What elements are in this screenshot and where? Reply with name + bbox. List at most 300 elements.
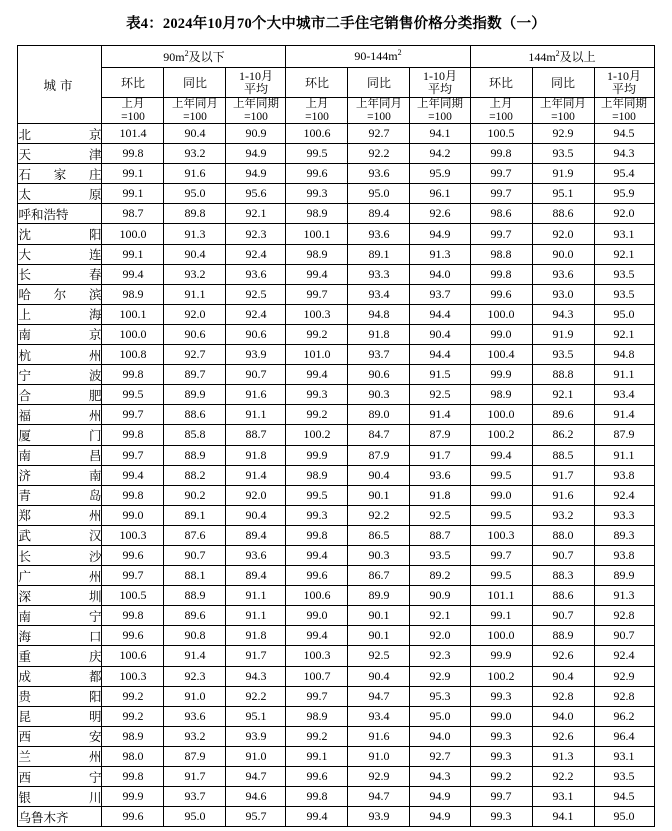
value-cell: 90.4 (410, 324, 470, 344)
baseheader-2-0: 上月 =100 (470, 98, 532, 124)
value-cell: 100.0 (470, 304, 532, 324)
city-name-cell (18, 184, 102, 204)
value-cell: 96.2 (594, 706, 654, 726)
value-cell: 92.5 (348, 646, 410, 666)
value-cell: 99.0 (286, 606, 348, 626)
baseheader-2-1: 上年同月 =100 (532, 98, 594, 124)
value-cell: 94.6 (226, 787, 286, 807)
value-cell: 90.0 (532, 244, 594, 264)
table-row (18, 204, 654, 224)
value-cell: 93.7 (410, 284, 470, 304)
city-name-cell (18, 164, 102, 184)
table-row (18, 666, 654, 686)
value-cell: 99.1 (286, 746, 348, 766)
value-cell: 91.8 (226, 626, 286, 646)
table-row (18, 345, 654, 365)
value-cell: 88.6 (532, 586, 594, 606)
value-cell: 92.9 (410, 666, 470, 686)
value-cell: 90.7 (594, 626, 654, 646)
value-cell: 92.1 (410, 606, 470, 626)
value-cell: 88.5 (532, 445, 594, 465)
value-cell: 100.2 (470, 666, 532, 686)
header-base-row (18, 98, 654, 124)
value-cell: 88.7 (410, 525, 470, 545)
value-cell: 93.7 (164, 787, 226, 807)
city-name-cell (18, 345, 102, 365)
value-cell: 90.7 (226, 365, 286, 385)
value-cell: 92.5 (410, 505, 470, 525)
value-cell: 99.0 (470, 324, 532, 344)
city-name-cell (18, 224, 102, 244)
value-cell: 93.8 (594, 545, 654, 565)
value-cell: 99.8 (102, 767, 164, 787)
city-label: 武 汉 (18, 529, 102, 544)
value-cell: 88.6 (532, 204, 594, 224)
city-name-cell (18, 746, 102, 766)
value-cell: 90.6 (226, 324, 286, 344)
value-cell: 89.4 (226, 566, 286, 586)
value-cell: 93.9 (226, 726, 286, 746)
value-cell: 100.3 (102, 666, 164, 686)
table-row (18, 224, 654, 244)
value-cell: 93.6 (410, 465, 470, 485)
baseheader-0-0: 上月 =100 (102, 98, 164, 124)
value-cell: 86.5 (348, 525, 410, 545)
value-cell: 99.8 (102, 144, 164, 164)
city-name-cell (18, 686, 102, 706)
value-cell: 93.6 (348, 224, 410, 244)
value-cell: 90.9 (410, 586, 470, 606)
value-cell: 99.4 (102, 264, 164, 284)
value-cell: 91.3 (532, 746, 594, 766)
value-cell: 85.8 (164, 425, 226, 445)
price-index-table (17, 45, 654, 827)
value-cell: 98.9 (286, 244, 348, 264)
city-label: 上 海 (18, 308, 102, 323)
city-name-cell (18, 626, 102, 646)
city-label: 沈 阳 (18, 228, 102, 243)
value-cell: 99.4 (286, 545, 348, 565)
table-row (18, 626, 654, 646)
value-cell: 92.9 (532, 124, 594, 144)
value-cell: 95.0 (348, 184, 410, 204)
value-cell: 87.6 (164, 525, 226, 545)
value-cell: 100.0 (102, 324, 164, 344)
value-cell: 89.9 (594, 566, 654, 586)
value-cell: 101.1 (470, 586, 532, 606)
city-name-cell (18, 666, 102, 686)
city-name-cell (18, 324, 102, 344)
city-label: 太 原 (18, 187, 102, 202)
value-cell: 92.9 (594, 666, 654, 686)
value-cell: 94.8 (594, 345, 654, 365)
value-cell: 99.0 (470, 485, 532, 505)
value-cell: 94.9 (410, 787, 470, 807)
value-cell: 92.1 (594, 244, 654, 264)
value-cell: 91.1 (226, 606, 286, 626)
value-cell: 100.1 (286, 224, 348, 244)
subheader-1-1: 同比 (348, 68, 410, 98)
value-cell: 99.3 (470, 686, 532, 706)
value-cell: 87.9 (348, 445, 410, 465)
value-cell: 94.4 (410, 345, 470, 365)
value-cell: 89.0 (348, 405, 410, 425)
value-cell: 90.4 (164, 244, 226, 264)
value-cell: 88.7 (226, 425, 286, 445)
value-cell: 99.7 (102, 566, 164, 586)
value-cell: 90.3 (348, 385, 410, 405)
value-cell: 99.8 (470, 264, 532, 284)
value-cell: 99.6 (470, 284, 532, 304)
city-label: 厦 门 (18, 428, 102, 443)
table-row (18, 405, 654, 425)
value-cell: 90.2 (164, 485, 226, 505)
table-row (18, 545, 654, 565)
table-row (18, 566, 654, 586)
group-header-1: $90-144m^2$ (286, 46, 470, 68)
value-cell: 96.4 (594, 726, 654, 746)
value-cell: 89.4 (348, 204, 410, 224)
value-cell: 92.2 (348, 144, 410, 164)
value-cell: 93.6 (226, 264, 286, 284)
value-cell: 94.9 (226, 144, 286, 164)
value-cell: 99.9 (286, 445, 348, 465)
table-row (18, 244, 654, 264)
city-name-cell (18, 284, 102, 304)
value-cell: 99.2 (102, 706, 164, 726)
value-cell: 90.1 (348, 485, 410, 505)
value-cell: 92.0 (164, 304, 226, 324)
value-cell: 89.8 (164, 204, 226, 224)
table-row (18, 124, 654, 144)
city-label: 石 家 庄 (18, 167, 102, 182)
value-cell: 94.9 (410, 224, 470, 244)
city-name-cell (18, 787, 102, 807)
value-cell: 93.5 (532, 144, 594, 164)
city-label: 合 肥 (18, 388, 102, 403)
value-cell: 100.2 (286, 425, 348, 445)
baseheader-1-1: 上年同月 =100 (348, 98, 410, 124)
value-cell: 93.9 (226, 345, 286, 365)
value-cell: 100.2 (470, 425, 532, 445)
city-label: 福 州 (18, 408, 102, 423)
city-label: 长 沙 (18, 549, 102, 564)
value-cell: 91.1 (226, 405, 286, 425)
table-row (18, 505, 654, 525)
city-label: 长 春 (18, 268, 102, 283)
city-label: 乌鲁木齐 (18, 810, 69, 825)
value-cell: 89.6 (164, 606, 226, 626)
value-cell: 92.4 (226, 244, 286, 264)
value-cell: 99.6 (102, 545, 164, 565)
value-cell: 92.8 (594, 686, 654, 706)
city-column-header: 城市 (18, 46, 102, 124)
value-cell: 98.9 (286, 706, 348, 726)
value-cell: 99.7 (470, 164, 532, 184)
value-cell: 98.9 (102, 726, 164, 746)
value-cell: 91.6 (348, 726, 410, 746)
table-row (18, 324, 654, 344)
value-cell: 91.4 (594, 405, 654, 425)
value-cell: 90.6 (164, 324, 226, 344)
table-row (18, 787, 654, 807)
value-cell: 99.3 (286, 505, 348, 525)
value-cell: 91.1 (164, 284, 226, 304)
value-cell: 92.5 (226, 284, 286, 304)
value-cell: 99.5 (102, 385, 164, 405)
value-cell: 99.2 (470, 767, 532, 787)
value-cell: 92.8 (594, 606, 654, 626)
value-cell: 90.4 (348, 666, 410, 686)
city-label: 天 津 (18, 147, 102, 162)
value-cell: 99.6 (102, 626, 164, 646)
value-cell: 92.0 (410, 626, 470, 646)
value-cell: 100.0 (470, 626, 532, 646)
value-cell: 90.4 (164, 124, 226, 144)
group-header-0: $90m^2$及以下 (102, 46, 286, 68)
value-cell: 91.6 (164, 164, 226, 184)
value-cell: 91.6 (226, 385, 286, 405)
value-cell: 100.1 (102, 304, 164, 324)
value-cell: 84.7 (348, 425, 410, 445)
value-cell: 92.2 (226, 686, 286, 706)
value-cell: 99.8 (102, 485, 164, 505)
table-row (18, 365, 654, 385)
city-name-cell (18, 566, 102, 586)
value-cell: 99.5 (470, 566, 532, 586)
value-cell: 99.6 (286, 566, 348, 586)
value-cell: 91.4 (410, 405, 470, 425)
city-name-cell (18, 807, 102, 827)
city-label: 宁 波 (18, 368, 102, 383)
value-cell: 94.4 (410, 304, 470, 324)
page-title: 表4：2024年10月70个大中城市二手住宅销售价格分类指数（一） (126, 16, 546, 32)
value-cell: 99.4 (286, 264, 348, 284)
value-cell: 93.1 (594, 224, 654, 244)
value-cell: 98.0 (102, 746, 164, 766)
value-cell: 91.7 (164, 767, 226, 787)
value-cell: 99.2 (286, 324, 348, 344)
value-cell: 91.1 (594, 445, 654, 465)
value-cell: 99.2 (102, 686, 164, 706)
value-cell: 91.1 (226, 586, 286, 606)
value-cell: 91.1 (594, 365, 654, 385)
value-cell: 99.3 (286, 385, 348, 405)
table-row (18, 525, 654, 545)
city-name-cell (18, 706, 102, 726)
value-cell: 100.3 (470, 525, 532, 545)
value-cell: 98.9 (470, 385, 532, 405)
value-cell: 91.7 (532, 465, 594, 485)
city-name-cell (18, 545, 102, 565)
value-cell: 100.8 (102, 345, 164, 365)
city-name-cell (18, 606, 102, 626)
value-cell: 99.9 (470, 646, 532, 666)
table-row (18, 184, 654, 204)
value-cell: 100.5 (102, 586, 164, 606)
value-cell: 99.4 (286, 807, 348, 827)
value-cell: 94.2 (410, 144, 470, 164)
value-cell: 93.6 (532, 264, 594, 284)
value-cell: 94.3 (410, 767, 470, 787)
value-cell: 93.9 (348, 807, 410, 827)
baseheader-0-2: 上年同期 =100 (226, 98, 286, 124)
value-cell: 99.9 (102, 787, 164, 807)
value-cell: 93.0 (532, 284, 594, 304)
city-name-cell (18, 465, 102, 485)
value-cell: 92.4 (226, 304, 286, 324)
value-cell: 95.4 (594, 164, 654, 184)
value-cell: 99.1 (102, 184, 164, 204)
value-cell: 99.0 (102, 505, 164, 525)
city-name-cell (18, 646, 102, 666)
value-cell: 93.3 (348, 264, 410, 284)
value-cell: 95.0 (410, 706, 470, 726)
value-cell: 99.3 (470, 726, 532, 746)
city-label: 南 宁 (18, 609, 102, 624)
value-cell: 88.3 (532, 566, 594, 586)
value-cell: 93.8 (594, 465, 654, 485)
value-cell: 95.0 (594, 304, 654, 324)
value-cell: 88.6 (164, 405, 226, 425)
value-cell: 99.3 (286, 184, 348, 204)
value-cell: 89.3 (594, 525, 654, 545)
subheader-1-2: 1-10月 平均 (410, 68, 470, 98)
subheader-2-2: 1-10月 平均 (594, 68, 654, 98)
value-cell: 99.8 (102, 365, 164, 385)
value-cell: 92.0 (532, 224, 594, 244)
value-cell: 94.0 (532, 706, 594, 726)
table-row (18, 706, 654, 726)
value-cell: 100.0 (470, 405, 532, 425)
value-cell: 99.3 (470, 807, 532, 827)
value-cell: 92.3 (226, 224, 286, 244)
value-cell: 94.3 (594, 144, 654, 164)
value-cell: 95.0 (164, 807, 226, 827)
value-cell: 93.2 (164, 726, 226, 746)
subheader-2-0: 环比 (470, 68, 532, 98)
baseheader-0-1: 上年同月 =100 (164, 98, 226, 124)
value-cell: 95.9 (594, 184, 654, 204)
city-label: 深 圳 (18, 589, 102, 604)
value-cell: 100.7 (286, 666, 348, 686)
value-cell: 101.4 (102, 124, 164, 144)
table-body (18, 124, 654, 827)
city-label: 海 口 (18, 629, 102, 644)
value-cell: 90.6 (348, 365, 410, 385)
city-label: 济 南 (18, 469, 102, 484)
city-name-cell (18, 726, 102, 746)
value-cell: 92.3 (410, 646, 470, 666)
value-cell: 91.8 (226, 445, 286, 465)
city-name-cell (18, 204, 102, 224)
city-name-cell (18, 365, 102, 385)
value-cell: 101.0 (286, 345, 348, 365)
value-cell: 90.1 (348, 626, 410, 646)
city-label: 广 州 (18, 569, 102, 584)
value-cell: 92.0 (226, 485, 286, 505)
value-cell: 89.9 (164, 385, 226, 405)
value-cell: 93.2 (164, 264, 226, 284)
value-cell: 99.5 (286, 485, 348, 505)
value-cell: 88.0 (532, 525, 594, 545)
value-cell: 99.7 (470, 545, 532, 565)
value-cell: 89.4 (226, 525, 286, 545)
value-cell: 92.0 (594, 204, 654, 224)
value-cell: 93.2 (532, 505, 594, 525)
value-cell: 99.8 (102, 425, 164, 445)
table-row (18, 726, 654, 746)
table-row (18, 606, 654, 626)
value-cell: 95.1 (532, 184, 594, 204)
value-cell: 91.5 (410, 365, 470, 385)
value-cell: 99.8 (286, 787, 348, 807)
value-cell: 99.9 (470, 365, 532, 385)
value-cell: 94.0 (410, 726, 470, 746)
value-cell: 94.7 (348, 686, 410, 706)
value-cell: 93.6 (164, 706, 226, 726)
value-cell: 99.7 (470, 787, 532, 807)
value-cell: 99.5 (470, 465, 532, 485)
value-cell: 99.8 (286, 525, 348, 545)
value-cell: 91.9 (532, 164, 594, 184)
value-cell: 94.3 (226, 666, 286, 686)
value-cell: 87.9 (164, 746, 226, 766)
city-name-cell (18, 144, 102, 164)
value-cell: 92.1 (532, 385, 594, 405)
value-cell: 96.1 (410, 184, 470, 204)
city-name-cell (18, 405, 102, 425)
value-cell: 95.6 (226, 184, 286, 204)
city-name-cell (18, 505, 102, 525)
value-cell: 94.8 (348, 304, 410, 324)
table-row (18, 807, 654, 827)
value-cell: 100.6 (102, 646, 164, 666)
value-cell: 91.9 (532, 324, 594, 344)
city-label: 南 京 (18, 328, 102, 343)
table-row (18, 646, 654, 666)
value-cell: 92.9 (348, 767, 410, 787)
city-label: 呼和浩特 (18, 207, 69, 222)
value-cell: 91.3 (410, 244, 470, 264)
value-cell: 95.0 (164, 184, 226, 204)
value-cell: 91.7 (226, 646, 286, 666)
value-cell: 93.5 (532, 345, 594, 365)
value-cell: 90.4 (532, 666, 594, 686)
city-name-cell (18, 767, 102, 787)
value-cell: 93.7 (348, 345, 410, 365)
value-cell: 93.6 (226, 545, 286, 565)
table-row (18, 767, 654, 787)
value-cell: 92.2 (532, 767, 594, 787)
value-cell: 94.5 (594, 124, 654, 144)
city-name-cell (18, 485, 102, 505)
value-cell: 92.7 (410, 746, 470, 766)
value-cell: 99.8 (470, 144, 532, 164)
city-label: 哈 尔 滨 (18, 288, 102, 303)
value-cell: 93.5 (410, 545, 470, 565)
value-cell: 98.7 (102, 204, 164, 224)
baseheader-1-2: 上年同期 =100 (410, 98, 470, 124)
value-cell: 87.9 (410, 425, 470, 445)
value-cell: 92.4 (594, 646, 654, 666)
value-cell: 100.5 (470, 124, 532, 144)
city-label: 昆 明 (18, 710, 102, 725)
value-cell: 99.1 (102, 244, 164, 264)
value-cell: 93.5 (594, 767, 654, 787)
value-cell: 99.7 (286, 686, 348, 706)
value-cell: 100.3 (286, 646, 348, 666)
